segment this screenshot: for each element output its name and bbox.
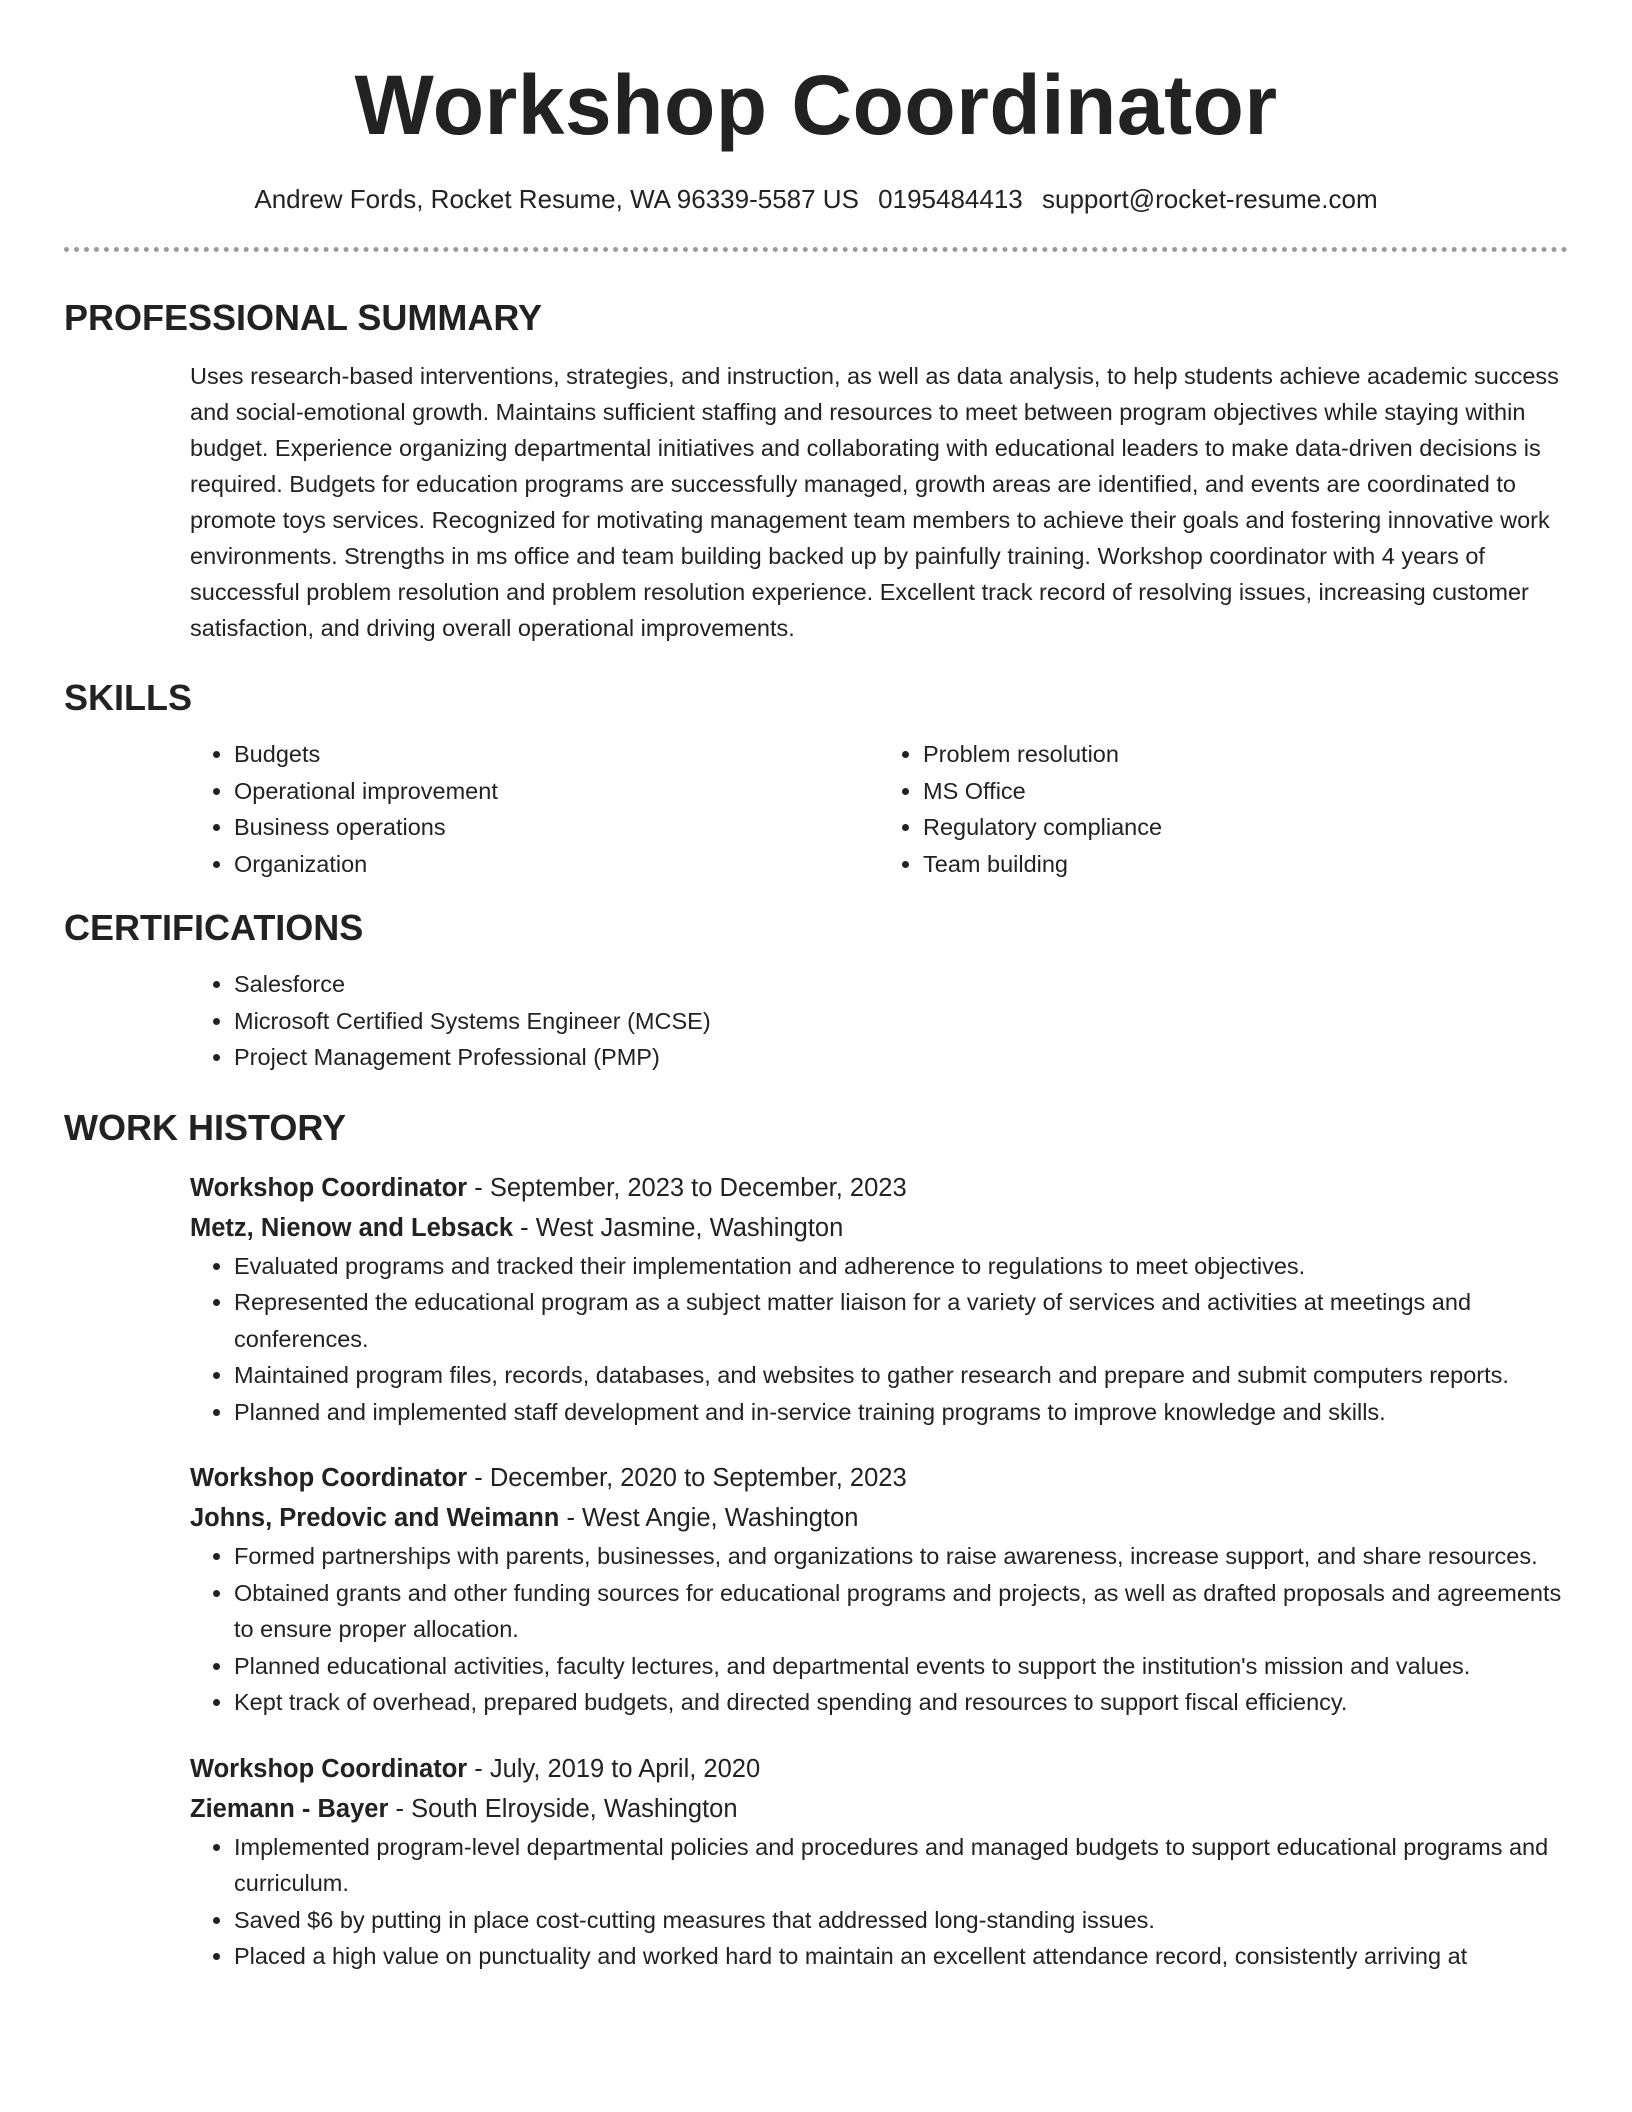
job-dates: - July, 2019 to April, 2020 [467, 1754, 761, 1783]
job-location: - South Elroyside, Washington [388, 1794, 738, 1823]
job-title-line [190, 1749, 1568, 1789]
header-divider [64, 247, 1568, 252]
work-history-section [64, 1106, 1568, 1975]
job-bullet: • Formed partnerships with parents, businesses, and organizations to raise awareness, increase support, and share resources. [234, 1538, 1568, 1575]
contact-address: Andrew Fords, Rocket Resume, WA 96339-5587 US [254, 184, 859, 214]
job-bullet: • Placed a high value on punctuality and worked hard to maintain an excellent attendance record, consistently arriving at [234, 1938, 1568, 1975]
skill-item: • Business operations [234, 809, 879, 846]
certification-item: • Salesforce [234, 966, 1568, 1003]
contact-phone: 0195484413 [878, 184, 1023, 214]
skill-item: • Team building [923, 846, 1568, 883]
contact-email: support@rocket-resume.com [1042, 184, 1378, 214]
summary-section [64, 296, 1568, 646]
skill-item: • Regulatory compliance [923, 809, 1568, 846]
certifications-list [190, 966, 1568, 1076]
skill-item: • MS Office [923, 773, 1568, 810]
contact-line [64, 182, 1568, 216]
job-bullet: • Evaluated programs and tracked their implementation and adherence to regulations to meet objectives. [234, 1248, 1568, 1285]
certifications-heading: CERTIFICATIONS [64, 907, 364, 948]
job-bullet: • Represented the educational program as a subject matter liaison for a variety of services and activities at meetings and conferences. [234, 1284, 1568, 1357]
job-title: Workshop Coordinator [190, 1173, 468, 1202]
job-company: Metz, Nienow and Lebsack [190, 1213, 514, 1242]
job-bullet: • Saved $6 by putting in place cost-cutting measures that addressed long-standing issues. [234, 1902, 1568, 1939]
job-company-line [190, 1498, 1568, 1538]
job-title: Workshop Coordinator [190, 1754, 468, 1783]
skills-section [64, 676, 1568, 882]
work-history-heading: WORK HISTORY [64, 1106, 347, 1148]
summary-text: Uses research-based interventions, strategies, and instruction, as well as data analysis, to help students achieve academic success and social-emotional growth. Maintains sufficient staffing and resources to meet between program objectives while staying within budget. Experience organizing departmental initiatives and collaborating with educational leaders to make data-driven decisions is required. Budgets for education programs are successfully managed, growth areas are identified, and events are coordinated to promote toys services. Recognized for motivating management team members to achieve their goals and fostering innovative work environments. Strengths in ms office and team building backed up by painfully training. Workshop coordinator with 4 years of successful problem resolution and problem resolution experience. Excellent track record of resolving issues, increasing customer satisfaction, and driving overall operational improvements. [190, 363, 1559, 641]
summary-heading: PROFESSIONAL SUMMARY [64, 297, 543, 338]
certifications-list-wrap [190, 966, 1568, 1076]
job-entry [190, 1168, 1568, 1431]
job-bullet: • Planned educational activities, faculty lectures, and departmental events to support the institution's mission and values. [234, 1648, 1568, 1685]
job-bullet: • Obtained grants and other funding sources for educational programs and projects, as well as drafted proposals and agreements to ensure proper allocation. [234, 1575, 1568, 1648]
job-company: Johns, Predovic and Weimann [190, 1504, 560, 1532]
job-bullets [190, 1248, 1568, 1431]
skill-item: • Problem resolution [923, 736, 1568, 773]
skill-item: • Operational improvement [234, 773, 879, 810]
job-title-line [190, 1458, 1568, 1498]
job-dates: - September, 2023 to December, 2023 [467, 1173, 907, 1202]
job-bullet: • Kept track of overhead, prepared budgets, and directed spending and resources to support fiscal efficiency. [234, 1684, 1568, 1721]
job-location: - West Angie, Washington [559, 1504, 859, 1532]
resume-page [64, 0, 1568, 1975]
skills-heading: SKILLS [64, 677, 193, 718]
job-dates: - December, 2020 to September, 2023 [467, 1464, 907, 1492]
job-entry [190, 1458, 1568, 1721]
job-bullets [190, 1538, 1568, 1721]
resume-title: Workshop Coordinator [354, 58, 1278, 152]
skills-list-left [190, 736, 879, 882]
job-bullets [190, 1829, 1568, 1975]
certifications-section [64, 906, 1568, 1076]
skills-columns [190, 736, 1568, 882]
job-location: - West Jasmine, Washington [513, 1213, 844, 1242]
job-bullet: • Planned and implemented staff development and in-service training programs to improve knowledge and skills. [234, 1394, 1568, 1431]
job-company-line [190, 1789, 1568, 1829]
job-bullet: • Maintained program files, records, databases, and websites to gather research and prepare and submit computers reports. [234, 1357, 1568, 1394]
skills-list-right [879, 736, 1568, 882]
job-entry [190, 1749, 1568, 1975]
skill-item: • Budgets [234, 736, 879, 773]
certification-item: • Microsoft Certified Systems Engineer (MCSE) [234, 1003, 1568, 1040]
job-company: Ziemann - Bayer [190, 1794, 389, 1823]
certification-item: • Project Management Professional (PMP) [234, 1039, 1568, 1076]
job-title: Workshop Coordinator [190, 1464, 468, 1492]
job-bullet: • Implemented program-level departmental policies and procedures and managed budgets to support educational programs and curriculum. [234, 1829, 1568, 1902]
job-title-line [190, 1168, 1568, 1208]
job-company-line [190, 1208, 1568, 1248]
skill-item: • Organization [234, 846, 879, 883]
